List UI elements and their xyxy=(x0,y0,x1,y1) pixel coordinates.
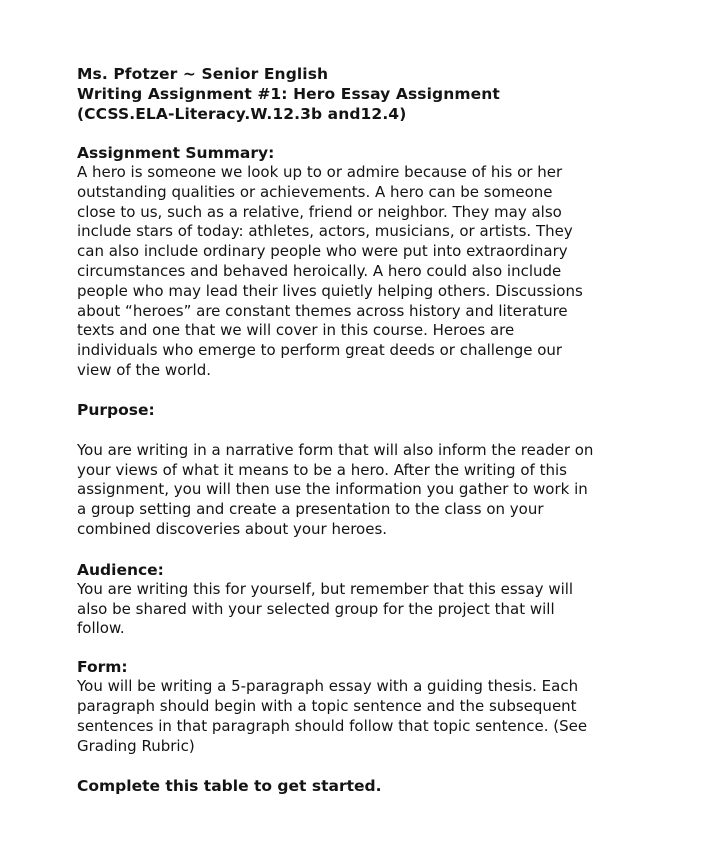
purpose-heading: Purpose: xyxy=(77,400,155,419)
form-text: You will be writing a 5-paragraph essay with a guiding thesis. Each paragraph should begin with a topic sentence and the subsequent sentences in that paragraph should follow that topic sentence. (See Grading Rubric) xyxy=(77,677,588,755)
audience-text: You are writing this for yourself, but remember that this essay will also be shared with your selected group for the project that will follow. xyxy=(77,579,574,638)
purpose-section xyxy=(77,400,670,540)
form-heading: Form: xyxy=(77,658,128,677)
purpose-text: You are writing in a narrative form that will also inform the reader on your views of what it means to be a hero. After the writing of this assignment, you will then use the information you gather to work in a group setting and create a presentation to the class on your combined discoveries about your heroes. xyxy=(77,440,594,538)
document-header xyxy=(77,64,670,124)
closing-instruction: Complete this table to get started. xyxy=(77,777,382,796)
teacher-course-line: Ms. Pfotzer ~ Senior English xyxy=(77,65,329,83)
standards-line: (CCSS.ELA-Literacy.W.12.3b and12.4) xyxy=(77,105,407,123)
summary-text: A hero is someone we look up to or admire because of his or her outstanding qualities or achievements. A hero can be someone close to us, such as a relative, friend or neighbor. They may also include stars of today: athletes, actors, musicians, or artists. They can also include ordinary people who were put into extraordinary circumstances and behaved heroically. A hero could also include people who may lead their lives quietly helping others. Discussions about “heroes” are constant themes across history and literature texts and one that we will cover in this course. Heroes are individuals who emerge to perform great deeds or challenge our view of the world. xyxy=(77,163,583,379)
assignment-title: Writing Assignment #1: Hero Essay Assignment xyxy=(77,85,500,103)
form-section xyxy=(77,657,670,756)
audience-section xyxy=(77,560,670,639)
audience-heading: Audience: xyxy=(77,560,164,579)
summary-heading: Assignment Summary: xyxy=(77,144,275,162)
summary-section xyxy=(77,143,670,381)
